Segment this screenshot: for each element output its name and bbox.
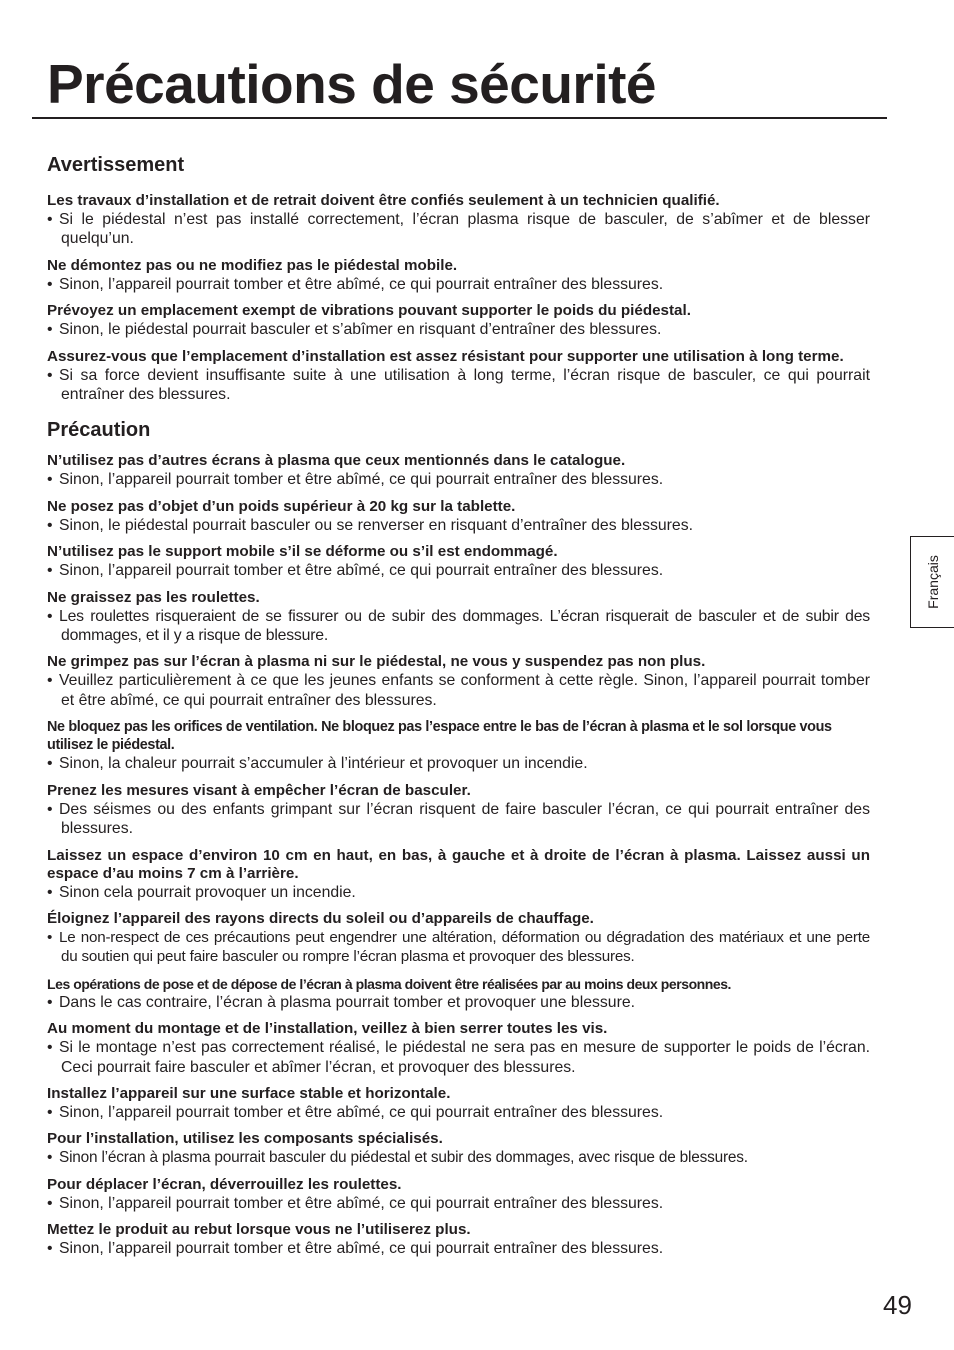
caution-item — [47, 1085, 870, 1122]
item-text-content: Sinon, l’appareil pourrait tomber et être abîmé, ce qui pourrait entraîner des blessures. — [59, 275, 664, 293]
bullet-icon: • — [47, 607, 53, 625]
bullet-icon: • — [47, 755, 53, 773]
item-text-content: Sinon, l’appareil pourrait tomber et être abîmé, ce qui pourrait entraîner des blessures. — [59, 471, 664, 489]
bullet-icon: • — [47, 1194, 53, 1212]
item-title: Ne grimpez pas sur l’écran à plasma ni sur le piédestal, ne vous y suspendez pas non plus. — [47, 653, 706, 671]
bullet-icon: • — [47, 1103, 53, 1121]
caution-item — [47, 1020, 870, 1077]
item-title: Les travaux d’installation et de retrait doivent être confiés seulement à un technicien qualifié. — [47, 192, 720, 209]
caution-item — [47, 1176, 870, 1213]
item-text — [47, 883, 870, 902]
item-text-content: Si sa force devient insuffisante suite à une utilisation à long terme, l’écran risque de basculer, ce qui pourrait entraîner des blessures. — [59, 366, 870, 404]
item-text — [47, 928, 870, 967]
item-title: Prévoyez un emplacement exempt de vibrations pouvant supporter le poids du piédestal. — [47, 302, 691, 320]
item-title: Les opérations de pose et de dépose de l’écran à plasma doivent être réalisées par au moins deux personnes. — [47, 975, 731, 992]
item-text — [47, 470, 870, 489]
warning-item — [47, 348, 870, 405]
bullet-icon: • — [47, 1039, 53, 1057]
bullet-icon: • — [47, 993, 53, 1011]
caution-item — [47, 543, 870, 580]
caution-item — [47, 653, 870, 710]
warning-item — [47, 257, 870, 294]
item-text — [47, 1038, 870, 1077]
caution-item — [47, 1221, 870, 1258]
caution-item — [47, 910, 870, 967]
bullet-icon: • — [47, 321, 53, 339]
item-title: Au moment du montage et de l’installation, veillez à bien serrer toutes les vis. — [47, 1020, 608, 1038]
item-text — [47, 1194, 870, 1213]
item-title: Ne bloquez pas les orifices de ventilation. Ne bloquez pas l’espace entre le bas de l’écran à plasma et le sol lorsque vous utilisez le piédestal. — [47, 719, 832, 754]
language-tab — [910, 536, 954, 628]
item-text-content: Sinon cela pourrait provoquer un incendie. — [59, 883, 356, 901]
item-text — [47, 671, 870, 710]
item-text-content: Le non-respect de ces précautions peut engendrer une altération, déformation ou dégradation des matériaux et une perte du soutien qui peut faire basculer ou rompre l’écran plasma et provoquer des blessures. — [59, 928, 870, 966]
bullet-icon: • — [47, 471, 53, 489]
item-title: Pour l’installation, utilisez les composants spécialisés. — [47, 1130, 443, 1148]
item-title: Ne graissez pas les roulettes. — [47, 588, 260, 606]
item-text — [47, 516, 870, 535]
item-text — [47, 320, 870, 339]
item-text — [47, 1239, 870, 1258]
item-text — [47, 210, 870, 249]
caution-item — [47, 589, 870, 646]
caution-item — [47, 847, 870, 902]
bullet-icon: • — [47, 211, 53, 228]
bullet-icon: • — [47, 1149, 53, 1167]
item-title: Ne posez pas d’objet d’un poids supérieur à 20 kg sur la tablette. — [47, 497, 516, 515]
bullet-icon: • — [47, 1240, 53, 1258]
item-text-content: Sinon, le piédestal pourrait basculer et s’abîmer en risquant d’entraîner des blessures. — [59, 321, 662, 339]
item-text — [47, 800, 870, 839]
item-title: N’utilisez pas d’autres écrans à plasma que ceux mentionnés dans le catalogue. — [47, 452, 626, 470]
safety-content — [47, 152, 870, 1267]
item-text-content: Des séismes ou des enfants grimpant sur l’écran risquent de faire basculer l’écran, ce qui pourrait entraîner des blessures. — [59, 800, 870, 838]
item-title: Mettez le produit au rebut lorsque vous ne l’utiliserez plus. — [47, 1221, 471, 1239]
item-text — [47, 1103, 870, 1122]
section-heading-warning: Avertissement — [47, 154, 185, 176]
item-text-content: Sinon, l’appareil pourrait tomber et être abîmé, ce qui pourrait entraîner des blessures. — [59, 1194, 664, 1212]
item-title: Prenez les mesures visant à empêcher l’écran de basculer. — [47, 781, 471, 799]
caution-item — [47, 1130, 870, 1167]
bullet-icon: • — [47, 928, 53, 946]
page-title: Précautions de sécurité — [47, 53, 657, 115]
bullet-icon: • — [47, 275, 53, 293]
item-title: Éloignez l’appareil des rayons directs du soleil ou d’appareils de chauffage. — [47, 909, 594, 927]
caution-item — [47, 498, 870, 535]
bullet-icon: • — [47, 672, 53, 690]
section-heading-caution: Précaution — [47, 419, 151, 442]
warning-item — [47, 192, 870, 249]
item-text-content: Sinon, l’appareil pourrait tomber et être abîmé, ce qui pourrait entraîner des blessures. — [59, 1103, 664, 1121]
caution-item — [47, 452, 870, 489]
item-text-content: Si le montage n’est pas correctement réalisé, le piédestal ne sera pas en mesure de supporter le poids de l’écran. Ceci pourrait faire basculer et abîmer l’écran, et provoquer des blessures. — [59, 1039, 870, 1076]
item-text-content: Dans le cas contraire, l’écran à plasma pourrait tomber et provoquer une blessure. — [59, 993, 636, 1011]
item-title: Assurez-vous que l’emplacement d’installation est assez résistant pour supporter une utilisation à long terme. — [47, 347, 844, 365]
bullet-icon: • — [47, 562, 53, 580]
caution-item — [47, 718, 870, 773]
item-title: Laissez un espace d’environ 10 cm en haut, en bas, à gauche et à droite de l’écran à plasma. Laissez aussi un espace d’au moins 7 cm à l’arrière. — [47, 846, 870, 882]
language-tab-label: Français — [924, 555, 941, 609]
warning-section — [47, 152, 870, 404]
item-title: N’utilisez pas le support mobile s’il se déforme ou s’il est endommagé. — [47, 543, 558, 561]
item-text-content: Sinon l’écran à plasma pourrait basculer du piédestal et subir des dommages, avec risque de blessures. — [59, 1149, 748, 1167]
item-text-content: Si le piédestal n’est pas installé correctement, l’écran plasma risque de basculer, de s’abîmer et de blesser quelqu’un. — [59, 211, 870, 248]
item-text — [47, 561, 870, 580]
page-number: 49 — [883, 1290, 912, 1320]
caution-section — [47, 417, 870, 1258]
bullet-icon: • — [47, 516, 53, 534]
item-text — [47, 754, 870, 773]
bullet-icon: • — [47, 883, 53, 901]
item-text-content: Veuillez particulièrement à ce que les jeunes enfants se conforment à cette règle. Sinon, l’appareil pourrait tomber et être abîmé, ce qui pourrait entraîner des blessures. — [59, 672, 870, 709]
item-title: Ne démontez pas ou ne modifiez pas le piédestal mobile. — [47, 256, 458, 274]
item-text-content: Sinon, le piédestal pourrait basculer ou se renverser en risquant d’entraîner des blessures. — [59, 516, 693, 534]
item-text — [47, 275, 870, 294]
item-text-content: Les roulettes risqueraient de se fissurer ou de subir des dommages. L’écran risquerait de basculer et de subir des dommages, et il y a risque de blessure. — [59, 607, 870, 645]
item-text — [47, 607, 870, 646]
item-text-content: Sinon, l’appareil pourrait tomber et être abîmé, ce qui pourrait entraîner des blessures. — [59, 1240, 664, 1258]
item-text — [47, 993, 870, 1012]
caution-item — [47, 975, 870, 1012]
warning-item — [47, 302, 870, 339]
item-text — [47, 1148, 870, 1167]
caution-item — [47, 782, 870, 839]
item-text-content: Sinon, l’appareil pourrait tomber et être abîmé, ce qui pourrait entraîner des blessures. — [59, 562, 664, 580]
bullet-icon: • — [47, 800, 53, 818]
bullet-icon: • — [47, 366, 53, 384]
item-text — [47, 366, 870, 405]
item-title: Pour déplacer l’écran, déverrouillez les roulettes. — [47, 1175, 402, 1193]
item-text-content: Sinon, la chaleur pourrait s’accumuler à l’intérieur et provoquer un incendie. — [59, 755, 588, 773]
item-title: Installez l’appareil sur une surface stable et horizontale. — [47, 1084, 451, 1102]
title-divider — [32, 117, 887, 119]
